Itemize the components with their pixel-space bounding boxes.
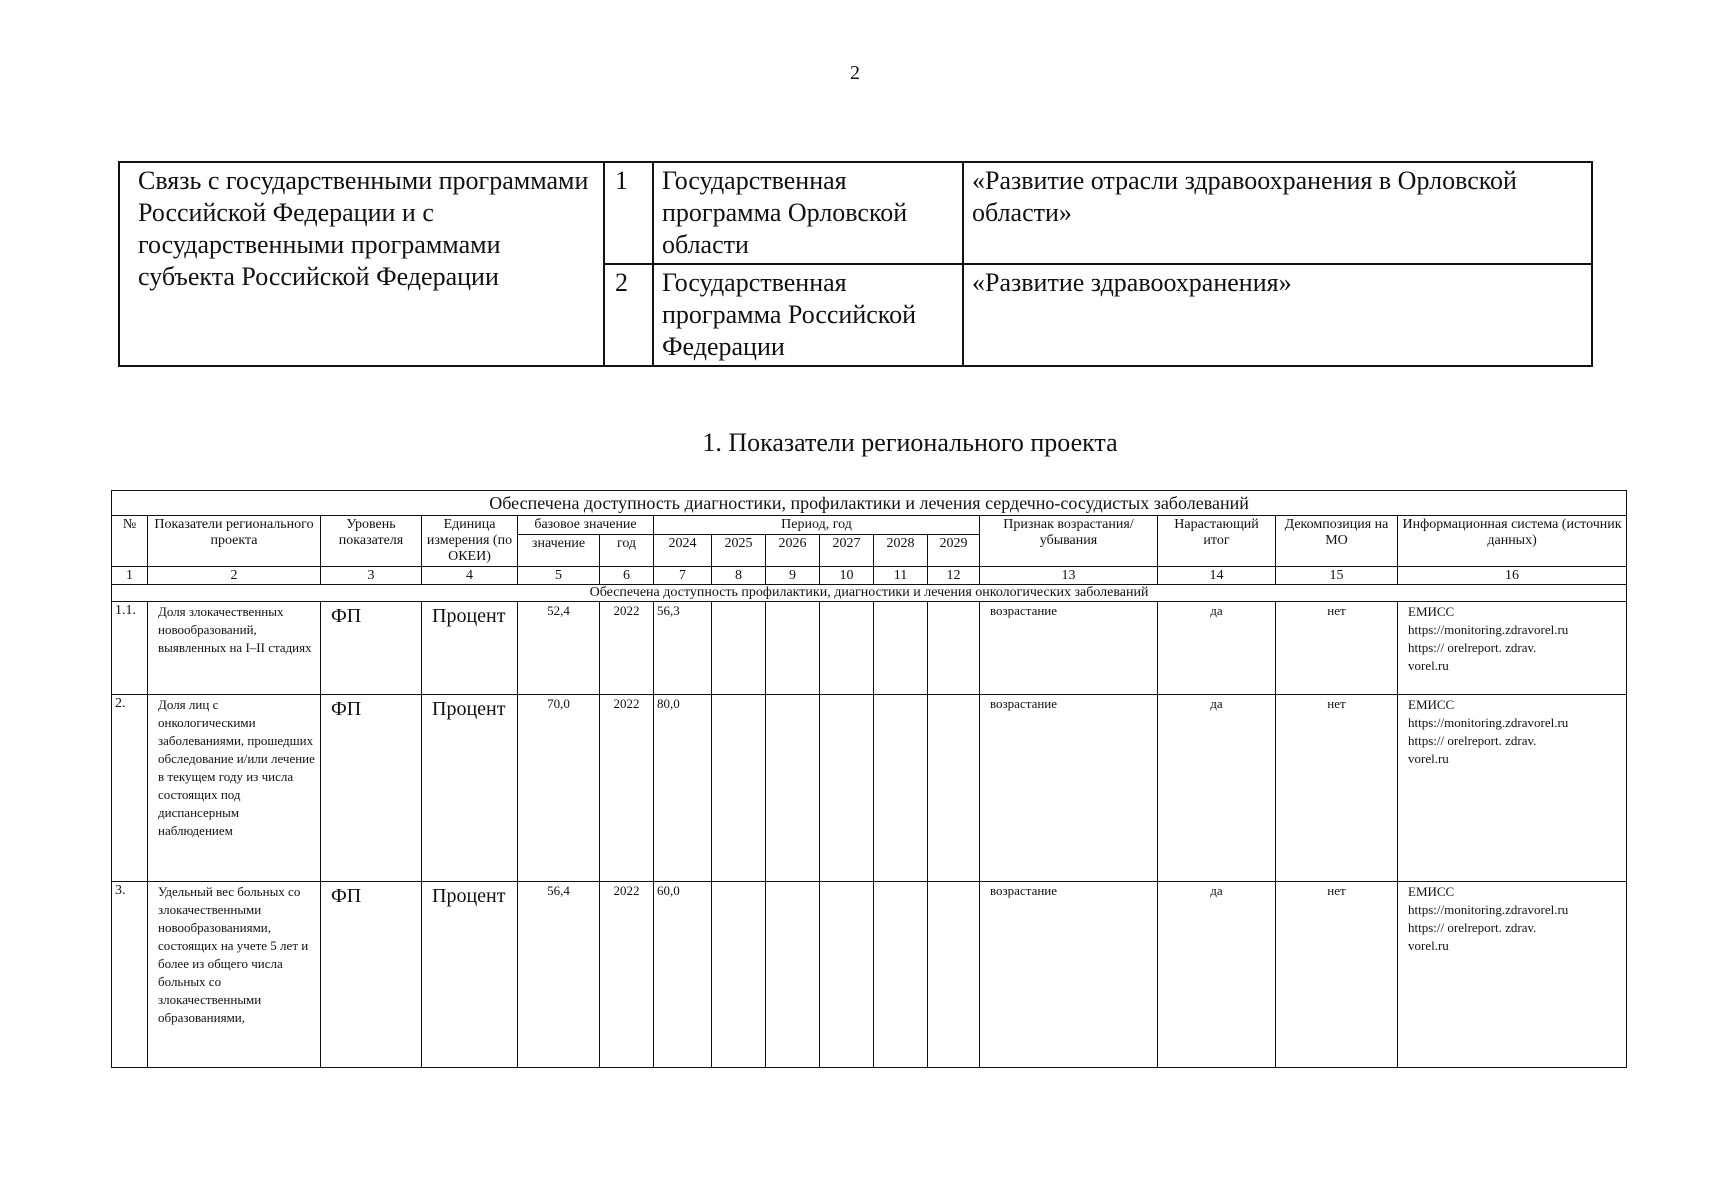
column-number: 14	[1158, 567, 1276, 585]
row-number: 3.	[112, 882, 148, 1068]
value-2024: 56,3	[654, 602, 712, 695]
header-base-year: год	[600, 535, 654, 567]
programs-link-title: Связь с государственными программами Российской Федерации и с государственными программами субъекта Российской Федерации	[119, 162, 604, 366]
column-number: 13	[980, 567, 1158, 585]
trend: возрастание	[980, 882, 1158, 1068]
header-num: №	[112, 516, 148, 567]
section-title: 1. Показатели регионального проекта	[702, 428, 1118, 457]
indicator-name: Удельный вес больных со злокачественными новообразованиями, состоящих на учете 5 лет и более из общего числа больных со злокачественными образованиями,	[148, 882, 321, 1068]
header-base: базовое значение	[518, 516, 654, 535]
header-indicator: Показатели регионального проекта	[148, 516, 321, 567]
source-url: https://monitoring.zdravorel.ru	[1408, 715, 1569, 730]
indicator-name: Доля лиц с онкологическими заболеваниями, прошедших обследование и/или лечение в текущем году из числа состоящих под диспансерным наблюдением	[148, 695, 321, 882]
subgroup-row	[112, 585, 1627, 602]
program-row	[119, 162, 1592, 264]
row-number: 2.	[112, 695, 148, 882]
value-2027	[820, 602, 874, 695]
base-year: 2022	[600, 695, 654, 882]
column-number: 7	[654, 567, 712, 585]
base-year: 2022	[600, 882, 654, 1068]
column-numbers-row	[112, 567, 1627, 585]
indicators-table	[111, 490, 1627, 1068]
source-url: https:// orelreport. zdrav.	[1408, 640, 1537, 655]
source-name: ЕМИСС	[1408, 697, 1455, 712]
column-number: 11	[874, 567, 928, 585]
value-2027	[820, 882, 874, 1068]
trend: возрастание	[980, 695, 1158, 882]
decomposition: нет	[1276, 602, 1398, 695]
table-row	[112, 602, 1627, 695]
program-type: Государственная программа Российской Федерации	[653, 264, 963, 366]
column-number: 10	[820, 567, 874, 585]
header-base-value: значение	[518, 535, 600, 567]
decomposition: нет	[1276, 882, 1398, 1068]
source-url: https:// orelreport. zdrav.	[1408, 920, 1537, 935]
source-url: https://monitoring.zdravorel.ru	[1408, 622, 1569, 637]
decomposition: нет	[1276, 695, 1398, 882]
header-period: Период, год	[654, 516, 980, 535]
header-info-system: Информационная система (источник данных)	[1398, 516, 1627, 567]
column-number: 2	[148, 567, 321, 585]
cumulative: да	[1158, 695, 1276, 882]
column-number: 16	[1398, 567, 1627, 585]
header-year: 2024	[654, 535, 712, 567]
indicator-name: Доля злокачественных новообразований, выявленных на I–II стадиях	[148, 602, 321, 695]
programs-table	[118, 161, 1593, 367]
trend: возрастание	[980, 602, 1158, 695]
indicator-level: ФП	[321, 695, 422, 882]
base-value: 52,4	[518, 602, 600, 695]
header-year: 2028	[874, 535, 928, 567]
header-year: 2029	[928, 535, 980, 567]
column-number: 15	[1276, 567, 1398, 585]
source-url: vorel.ru	[1408, 938, 1449, 953]
header-decomposition: Декомпозиция на МО	[1276, 516, 1398, 567]
base-value: 56,4	[518, 882, 600, 1068]
value-2026	[766, 602, 820, 695]
source-url: vorel.ru	[1408, 658, 1449, 673]
indicator-unit: Процент	[422, 882, 518, 1068]
cumulative: да	[1158, 602, 1276, 695]
column-number: 6	[600, 567, 654, 585]
table-row	[112, 882, 1627, 1068]
indicator-unit: Процент	[422, 602, 518, 695]
header-year: 2027	[820, 535, 874, 567]
header-row	[112, 516, 1627, 535]
column-number: 1	[112, 567, 148, 585]
group-header-row	[112, 491, 1627, 516]
value-2029	[928, 695, 980, 882]
indicator-level: ФП	[321, 882, 422, 1068]
source-name: ЕМИСС	[1408, 884, 1455, 899]
column-number: 3	[321, 567, 422, 585]
value-2028	[874, 695, 928, 882]
program-type: Государственная программа Орловской области	[653, 162, 963, 264]
column-number: 4	[422, 567, 518, 585]
column-number: 8	[712, 567, 766, 585]
value-2029	[928, 602, 980, 695]
program-name: «Развитие отрасли здравоохранения в Орловской области»	[963, 162, 1592, 264]
value-2026	[766, 882, 820, 1068]
source-url: https://monitoring.zdravorel.ru	[1408, 902, 1569, 917]
value-2024: 80,0	[654, 695, 712, 882]
column-number: 9	[766, 567, 820, 585]
header-year: 2025	[712, 535, 766, 567]
value-2026	[766, 695, 820, 882]
value-2029	[928, 882, 980, 1068]
value-2028	[874, 602, 928, 695]
indicator-level: ФП	[321, 602, 422, 695]
source-name: ЕМИСС	[1408, 604, 1455, 619]
cumulative: да	[1158, 882, 1276, 1068]
value-2027	[820, 695, 874, 882]
info-source	[1398, 882, 1627, 1068]
program-name: «Развитие здравоохранения»	[963, 264, 1592, 366]
column-number: 12	[928, 567, 980, 585]
info-source	[1398, 602, 1627, 695]
value-2028	[874, 882, 928, 1068]
source-url: vorel.ru	[1408, 751, 1449, 766]
value-2025	[712, 602, 766, 695]
base-year: 2022	[600, 602, 654, 695]
program-number: 1	[604, 162, 653, 264]
row-number: 1.1.	[112, 602, 148, 695]
header-trend: Признак возрастания/убывания	[980, 516, 1158, 567]
group-title: Обеспечена доступность диагностики, профилактики и лечения сердечно-сосудистых заболеваний	[112, 491, 1627, 516]
value-2024: 60,0	[654, 882, 712, 1068]
page-number: 2	[850, 62, 860, 84]
header-unit: Единица измерения (по ОКЕИ)	[422, 516, 518, 567]
header-level: Уровень показателя	[321, 516, 422, 567]
source-url: https:// orelreport. zdrav.	[1408, 733, 1537, 748]
info-source	[1398, 695, 1627, 882]
header-year: 2026	[766, 535, 820, 567]
subgroup-title: Обеспечена доступность профилактики, диагностики и лечения онкологических заболеваний	[112, 585, 1627, 602]
base-value: 70,0	[518, 695, 600, 882]
value-2025	[712, 882, 766, 1068]
indicator-unit: Процент	[422, 695, 518, 882]
table-row	[112, 695, 1627, 882]
program-number: 2	[604, 264, 653, 366]
header-cumulative: Нарастающий итог	[1158, 516, 1276, 567]
column-number: 5	[518, 567, 600, 585]
value-2025	[712, 695, 766, 882]
